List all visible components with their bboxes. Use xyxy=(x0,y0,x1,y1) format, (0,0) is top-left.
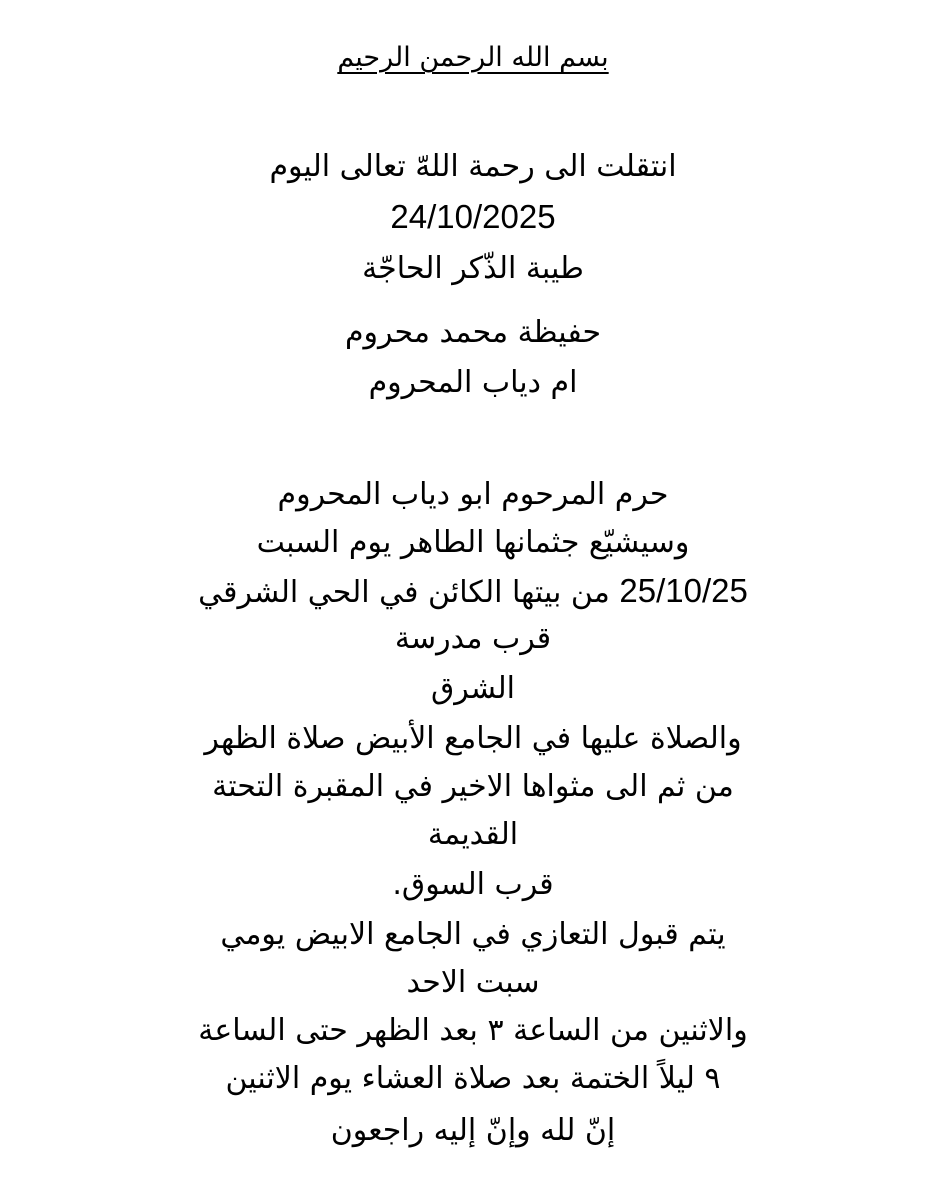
mother-of-line: ام دياب المحروم xyxy=(368,365,578,400)
verse-line: إنّ لله وإنّ إليه راجعون xyxy=(330,1113,616,1148)
funeral-place: من بيتها الكائن في الحي الشرقي xyxy=(198,575,610,610)
condolence-line: يتم قبول التعازي في الجامع الابيض يومي xyxy=(220,917,726,952)
condolence-hours-line: والاثنين من الساعة ٣ بعد الظهر حتى الساعة xyxy=(198,1013,748,1048)
near-school-line: قرب مدرسة xyxy=(394,621,552,656)
prayer-line: والصلاة عليها في الجامع الأبيض صلاة الظهر xyxy=(204,721,742,756)
burial-line: من ثم الى مثواها الاخير في المقبرة التحتة xyxy=(212,769,734,804)
school-name-line: الشرق xyxy=(430,671,516,706)
burial-line-2: القديمة xyxy=(427,817,519,852)
funeral-line: وسيشيّع جثمانها الطاهر يوم السبت xyxy=(256,525,690,560)
deceased-name: حفيظة محمد محروم xyxy=(344,315,602,350)
basmala-heading: بسم الله الرحمن الرحيم xyxy=(337,42,609,73)
intro-line: انتقلت الى رحمة اللهّ تعالى اليوم xyxy=(269,149,677,184)
funeral-date: 25/10/25 xyxy=(619,572,748,609)
closing-time-line: ٩ ليلاً الختمة بعد صلاة العشاء يوم الاثنين xyxy=(225,1061,721,1096)
widow-of-line: حرم المرحوم ابو دياب المحروم xyxy=(277,477,669,512)
near-market-line: قرب السوق. xyxy=(392,867,554,902)
condolence-days-line: سبت الاحد xyxy=(406,965,540,1000)
funeral-date-place-line xyxy=(0,574,946,608)
death-date: 24/10/2025 xyxy=(390,198,556,235)
epithet-line: طيبة الذّكر الحاجّة xyxy=(362,251,584,286)
